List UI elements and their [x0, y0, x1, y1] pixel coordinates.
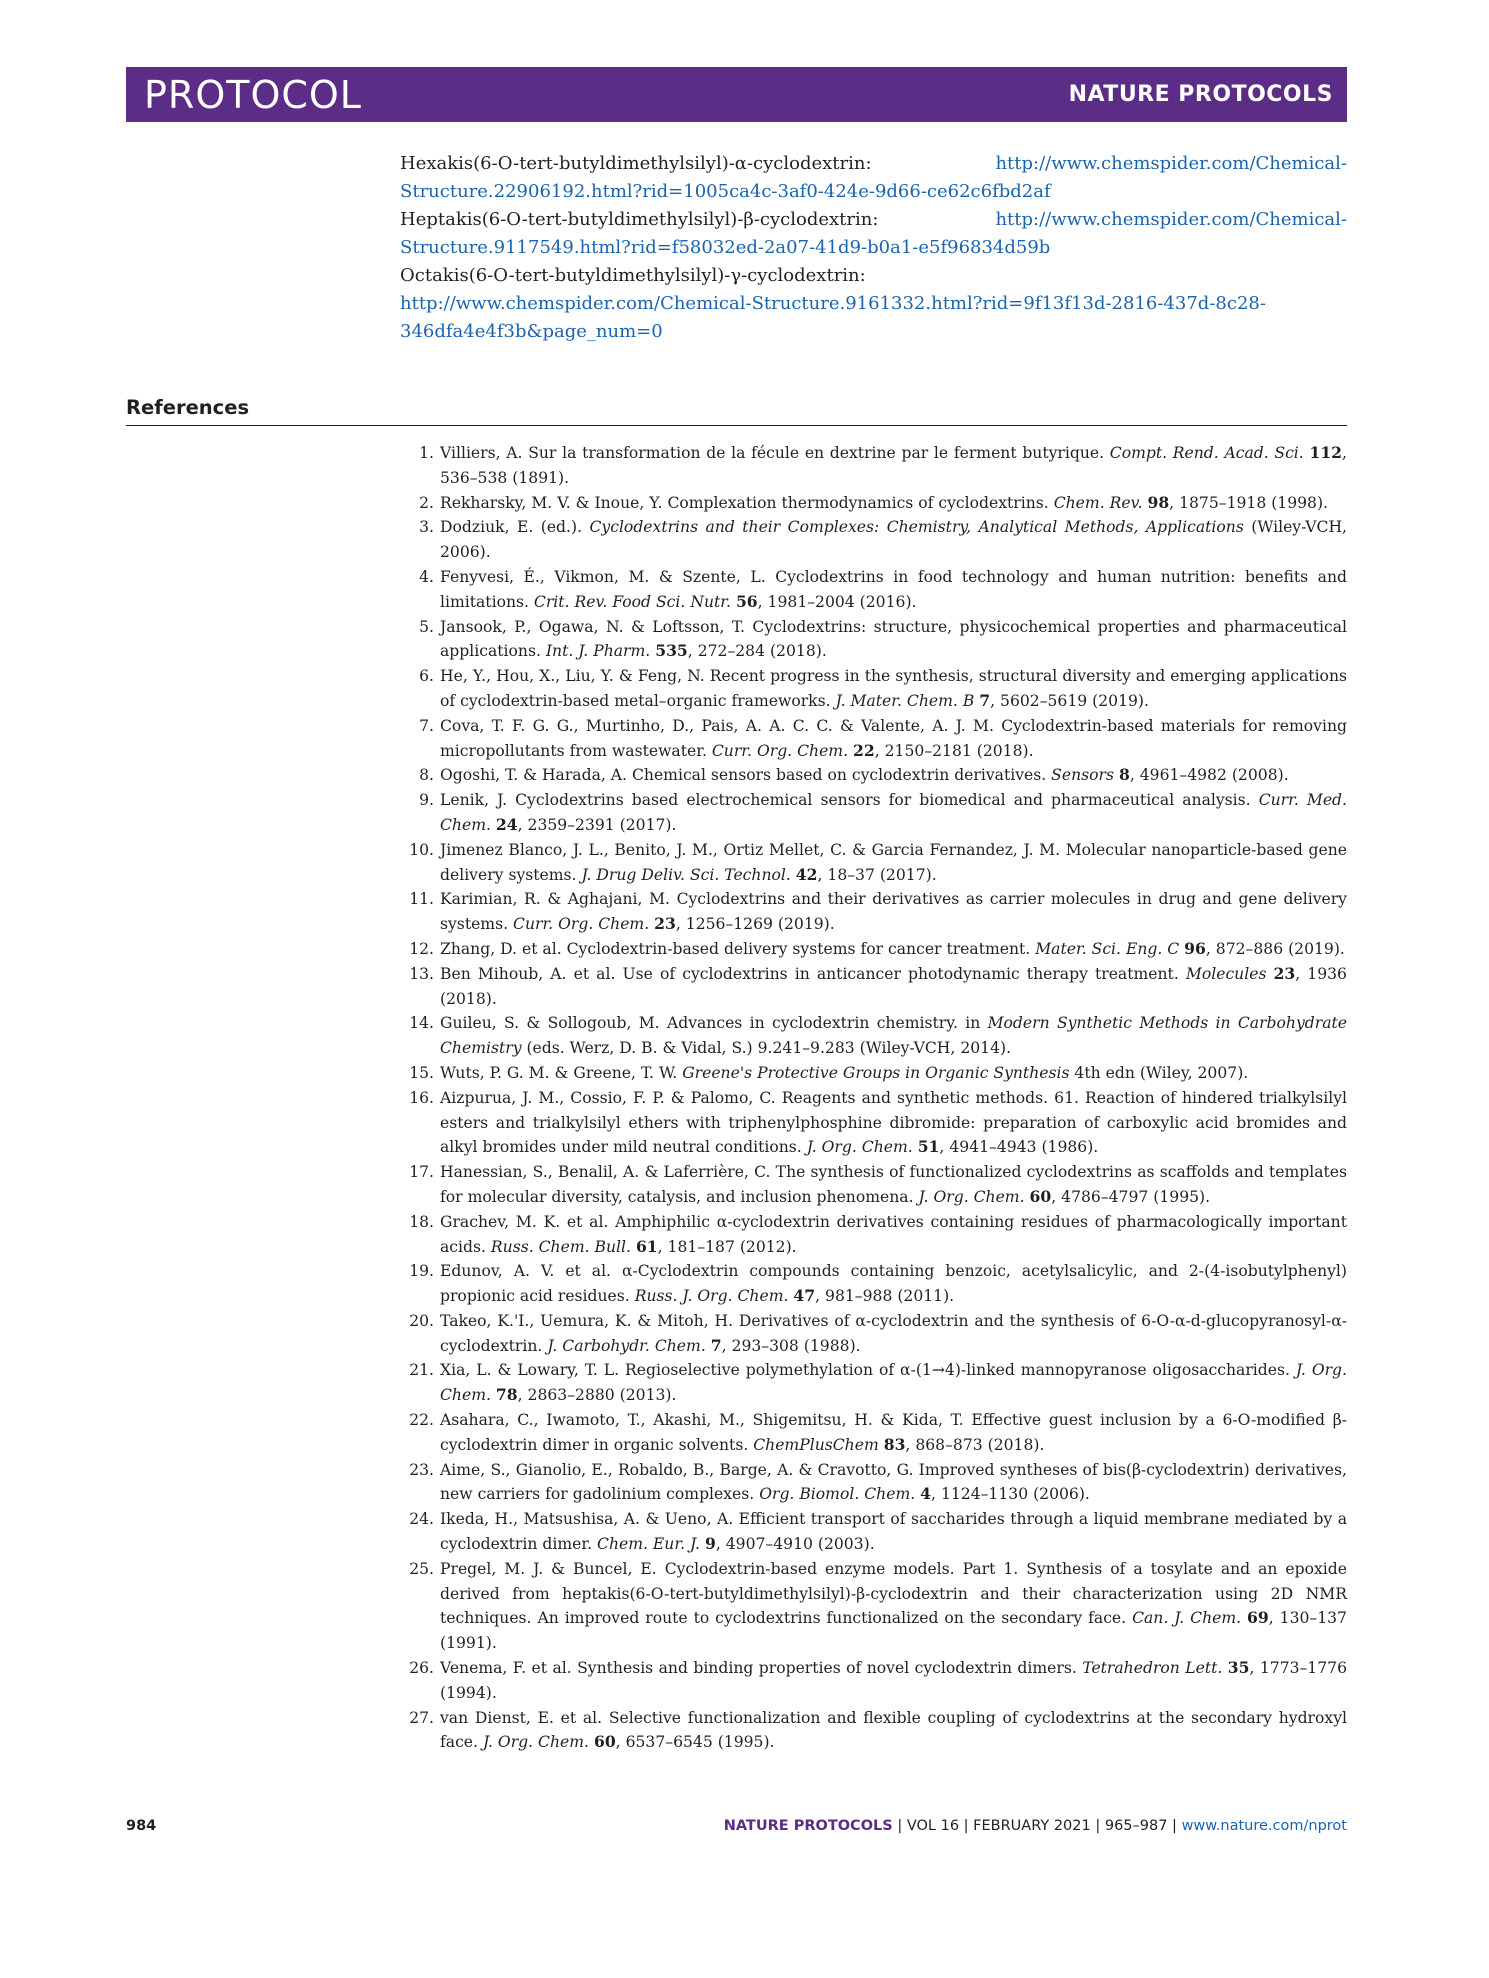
reference-body: Guileu, S. & Sollogoub, M. Advances in cyclodextrin chemistry. in: [440, 1014, 988, 1033]
reference-body: Villiers, A. Sur la transformation de la fécule en dextrine par le ferment butyrique.: [440, 444, 1110, 462]
reference-journal: Modern Synthetic Methods in Carbohydrate Chemistry: [440, 1014, 1347, 1058]
reference-journal: Org. Biomol. Chem.: [759, 1485, 916, 1504]
reference-text: [436, 1656, 1347, 1706]
reference-pages-year: , 4961–4982 (2008).: [1129, 766, 1289, 785]
reference-journal: Curr. Med. Chem.: [440, 791, 1347, 834]
reference-body: Hanessian, S., Benalil, A. & Laferrière, C. The synthesis of functionalized cyclodextrins as scaffolds and templates for molecular diversity, catalysis, and inclusion phenomena.: [440, 1163, 1347, 1206]
reference-volume: 112: [1309, 443, 1343, 462]
reference-pages-year: , 872–886 (2019).: [1205, 939, 1345, 958]
reference-body: Zhang, D. et al. Cyclodextrin-based delivery systems for cancer treatment.: [440, 939, 1036, 958]
reference-body: Edunov, A. V. et al. α-Cyclodextrin compounds containing benzoic, acetylsalicylic, and 2-(4-isobutylphenyl) propionic acid residues.: [440, 1262, 1347, 1306]
compound-name: Octakis(6-O-tert-butyldimethylsilyl)-γ-cyclodextrin:: [400, 265, 866, 286]
reference-number: 13.: [409, 964, 434, 983]
reference-pages-year: , 1773–1776 (1994).: [440, 1659, 1347, 1702]
reference-pages-year: 4th edn (Wiley, 2007).: [1069, 1063, 1249, 1082]
reference-number: 26.: [409, 1659, 434, 1678]
reference-pages-year: , 4786–4797 (1995).: [1051, 1187, 1211, 1206]
reference-text: [436, 615, 1347, 665]
reference-text: [436, 491, 1347, 516]
reference-text: [436, 515, 1347, 565]
footer-pages: 965–987: [1104, 1818, 1168, 1834]
reference-text: [436, 962, 1347, 1012]
reference-text: [436, 1507, 1347, 1557]
reference-body: Karimian, R. & Aghajani, M. Cyclodextrins and their derivatives as carrier molecules in drug and gene delivery systems.: [440, 890, 1347, 934]
reference-volume: 4: [920, 1484, 932, 1504]
reference-journal: J. Org. Chem.: [482, 1733, 589, 1752]
reference-volume: 60: [1029, 1186, 1052, 1206]
reference-journal: Int. J. Pharm.: [545, 642, 651, 661]
footer-separator: |: [959, 1818, 974, 1834]
reference-volume: 7: [979, 690, 991, 710]
reference-volume: 98: [1147, 492, 1170, 512]
reference-number: 1.: [419, 444, 434, 462]
reference-number: 24.: [409, 1510, 434, 1529]
footer-volume: VOL 16: [906, 1818, 960, 1834]
reference-journal: Compt. Rend. Acad. Sci.: [1109, 444, 1304, 462]
footer-separator: |: [892, 1818, 907, 1834]
footer-separator: |: [1090, 1818, 1105, 1834]
reference-volume: 69: [1247, 1608, 1269, 1628]
reference-pages-year: , 2150–2181 (2018).: [874, 741, 1034, 760]
reference-journal: Sensors: [1051, 766, 1114, 785]
reference-journal: Curr. Org. Chem.: [711, 741, 849, 760]
reference-volume: 47: [793, 1286, 816, 1306]
reference-journal: J. Carbohydr. Chem.: [547, 1336, 706, 1355]
reference-journal: Mater. Sci. Eng. C: [1035, 939, 1180, 958]
reference-journal: Crit. Rev. Food Sci. Nutr.: [533, 592, 731, 611]
reference-number: 12.: [409, 939, 434, 958]
reference-pages-year: , 2359–2391 (2017).: [517, 815, 677, 834]
reference-pages-year: , 1124–1130 (2006).: [931, 1485, 1090, 1504]
reference-body: Rekharsky, M. V. & Inoue, Y. Complexation thermodynamics of cyclodextrins.: [440, 493, 1054, 512]
reference-pages-year: , 130–137 (1991).: [440, 1609, 1347, 1653]
reference-number: 3.: [419, 518, 434, 537]
reference-item: [400, 714, 1347, 764]
reference-body: Grachev, M. K. et al. Amphiphilic α-cyclodextrin derivatives containing residues of pharmacologically important acids.: [440, 1212, 1347, 1256]
reference-body: Aime, S., Gianolio, E., Robaldo, B., Barge, A. & Cravotto, G. Improved syntheses of bis(β-cyclodextrin) derivatives, new carriers for gadolinium complexes.: [440, 1460, 1347, 1504]
reference-item: [400, 565, 1347, 615]
reference-number: 14.: [409, 1014, 434, 1033]
reference-number: 18.: [409, 1212, 434, 1231]
url-row: [400, 206, 1347, 234]
reference-text: [436, 1259, 1347, 1309]
reference-number: 23.: [409, 1460, 434, 1479]
reference-number: 15.: [409, 1063, 434, 1082]
chemspider-link-continued[interactable]: Structure.9117549.html?rid=f58032ed-2a07-41d9-b0a1-e5f96834d59b: [400, 237, 1051, 258]
reference-volume: 56: [735, 591, 758, 611]
reference-item: [400, 1309, 1347, 1359]
reference-pages-year: (eds. Werz, D. B. & Vidal, S.) 9.241–9.283 (Wiley-VCH, 2014).: [521, 1039, 1012, 1058]
reference-body: Dodziuk, E. (ed.).: [440, 518, 590, 537]
reference-text: [436, 937, 1347, 962]
reference-text: [436, 1086, 1347, 1160]
reference-pages-year: , 4907–4910 (2003).: [715, 1535, 875, 1554]
reference-number: 6.: [419, 667, 434, 686]
reference-body: Asahara, C., Iwamoto, T., Akashi, M., Shigemitsu, H. & Kida, T. Effective guest inclusion by a 6-O-modified β-cyclodextrin dimer in organic solvents.: [440, 1411, 1347, 1454]
reference-text: [436, 1011, 1347, 1061]
reference-body: Ikeda, H., Matsushisa, A. & Ueno, A. Efficient transport of saccharides through a liquid membrane mediated by a cyclodextrin dimer.: [440, 1510, 1347, 1554]
reference-journal: J. Org. Chem.: [440, 1361, 1347, 1405]
section-label: PROTOCOL: [144, 72, 362, 117]
reference-text: [436, 1210, 1347, 1260]
reference-body: Pregel, M. J. & Buncel, E. Cyclodextrin-based enzyme models. Part 1. Synthesis of a tosylate and an epoxide derived from heptakis(6-O-tert-butyldimethylsilyl)-β-cyclodextrin and their characterization using 2D NMR techniques. An improved route to cyclodextrins functionalized on the secondary face.: [440, 1559, 1347, 1628]
reference-volume: 22: [853, 740, 875, 760]
reference-pages-year: , 981–988 (2011).: [815, 1287, 955, 1306]
reference-pages-year: , 6537–6545 (1995).: [615, 1733, 775, 1752]
chemspider-link-continued[interactable]: 346dfa4e4f3b&page_num=0: [400, 321, 663, 342]
reference-item: [400, 515, 1347, 565]
reference-body: Jimenez Blanco, J. L., Benito, J. M., Ortiz Mellet, C. & Garcia Fernandez, J. M. Molecular nanoparticle-based gene delivery systems.: [440, 840, 1347, 884]
chemspider-link[interactable]: http://www.chemspider.com/Chemical-: [995, 209, 1347, 230]
reference-body: Lenik, J. Cyclodextrins based electrochemical sensors for biomedical and pharmaceutical analysis.: [440, 791, 1259, 810]
reference-number: 10.: [409, 840, 434, 859]
reference-text: [436, 1358, 1347, 1408]
reference-journal: Tetrahedron Lett.: [1082, 1659, 1223, 1678]
journal-label: NATURE PROTOCOLS: [1068, 82, 1333, 107]
reference-volume: 83: [883, 1434, 906, 1454]
reference-item: [400, 1061, 1347, 1086]
reference-number: 5.: [419, 617, 434, 636]
reference-body: Fenyvesi, É., Vikmon, M. & Szente, L. Cyclodextrins in food technology and human nutrition: benefits and limitations.: [440, 567, 1347, 611]
reference-volume: 78: [495, 1385, 518, 1405]
reference-item: [400, 1408, 1347, 1458]
reference-body: Aizpurua, J. M., Cossio, F. P. & Palomo, C. Reagents and synthetic methods. 61. Reaction of hindered trialkylsilyl esters and trialkylsilyl ethers with triphenylphosphine dibromide: preparation of carboxylic acid bromides and alkyl bromides under mild neutral conditions.: [440, 1088, 1347, 1157]
chemspider-link-continued[interactable]: Structure.22906192.html?rid=1005ca4c-3af0-424e-9d66-ce62c6fbd2af: [400, 181, 1051, 202]
reference-item: [400, 1706, 1347, 1756]
reference-volume: 24: [495, 814, 518, 834]
reference-number: 8.: [419, 766, 434, 785]
reference-item: [400, 838, 1347, 888]
reference-pages-year: , 2863–2880 (2013).: [517, 1386, 677, 1405]
reference-pages-year: , 18–37 (2017).: [817, 865, 937, 884]
footer-journal: NATURE PROTOCOLS: [723, 1818, 893, 1834]
reference-pages-year: , 1981–2004 (2016).: [757, 592, 917, 611]
reference-journal: J. Drug Deliv. Sci. Technol.: [581, 865, 791, 884]
reference-journal: Chem. Rev.: [1053, 493, 1143, 512]
page-number: 984: [126, 1818, 157, 1834]
reference-journal: J. Org. Chem.: [918, 1187, 1025, 1206]
url-row: [400, 150, 1347, 178]
compound-name: Hexakis(6-O-tert-butyldimethylsilyl)-α-cyclodextrin:: [400, 153, 872, 174]
reference-journal: Cyclodextrins and their Complexes: Chemistry, Analytical Methods, Applications: [589, 518, 1244, 537]
reference-item: [400, 1656, 1347, 1706]
reference-item: [400, 1259, 1347, 1309]
reference-text: [436, 1557, 1347, 1656]
reference-item: [400, 1086, 1347, 1160]
reference-journal: Greene's Protective Groups in Organic Synthesis: [682, 1063, 1070, 1082]
reference-item: [400, 1507, 1347, 1557]
reference-item: [400, 1458, 1347, 1508]
reference-text: [436, 1309, 1347, 1359]
reference-text: [436, 763, 1347, 788]
reference-pages-year: , 4941–4943 (1986).: [939, 1138, 1099, 1157]
compound-name: Heptakis(6-O-tert-butyldimethylsilyl)-β-cyclodextrin:: [400, 209, 879, 230]
reference-body: Ogoshi, T. & Harada, A. Chemical sensors based on cyclodextrin derivatives.: [440, 766, 1052, 785]
reference-item: [400, 1557, 1347, 1656]
reference-body: Ben Mihoub, A. et al. Use of cyclodextrins in anticancer photodynamic therapy treatment.: [440, 964, 1186, 983]
reference-text: [436, 1706, 1347, 1756]
reference-body: van Dienst, E. et al. Selective functionalization and flexible coupling of cyclodextrins at the secondary hydroxyl face.: [440, 1708, 1347, 1752]
reference-journal: Curr. Org. Chem.: [513, 915, 650, 934]
reference-number: 17.: [409, 1163, 434, 1182]
reference-pages-year: , 293–308 (1988).: [721, 1336, 861, 1355]
reference-text: [436, 1458, 1347, 1508]
compound-urls: [400, 150, 1347, 346]
reference-number: 27.: [409, 1708, 434, 1727]
reference-pages-year: (Wiley-VCH, 2006).: [440, 518, 1347, 562]
reference-number: 7.: [419, 716, 434, 735]
reference-number: 16.: [409, 1088, 434, 1107]
reference-item: [400, 664, 1347, 714]
reference-volume: 23: [654, 914, 676, 934]
reference-volume: 96: [1184, 938, 1206, 958]
reference-pages-year: , 1256–1269 (2019).: [675, 915, 835, 934]
reference-journal: Molecules: [1185, 964, 1267, 983]
reference-pages-year: , 1936 (2018).: [440, 964, 1347, 1008]
footer-date: FEBRUARY 2021: [973, 1818, 1091, 1834]
reference-text: [436, 441, 1347, 491]
reference-number: 25.: [409, 1559, 434, 1578]
reference-pages-year: , 868–873 (2018).: [905, 1435, 1045, 1454]
reference-item: [400, 491, 1347, 516]
reference-volume: 8: [1118, 765, 1130, 785]
reference-item: [400, 615, 1347, 665]
chemspider-link[interactable]: http://www.chemspider.com/Chemical-Structure.9161332.html?rid=9f13f13d-2816-437d-8c28-: [400, 293, 1266, 314]
reference-volume: 7: [710, 1335, 722, 1355]
reference-volume: 61: [635, 1236, 658, 1256]
reference-volume: 9: [704, 1534, 716, 1554]
reference-number: 22.: [409, 1411, 434, 1430]
reference-text: [436, 838, 1347, 888]
reference-item: [400, 962, 1347, 1012]
reference-item: [400, 441, 1347, 491]
reference-number: 11.: [409, 890, 434, 909]
chemspider-link[interactable]: http://www.chemspider.com/Chemical-: [995, 153, 1347, 174]
reference-number: 9.: [419, 791, 434, 810]
reference-pages-year: , 5602–5619 (2019).: [990, 691, 1149, 710]
reference-journal: ChemPlusChem: [753, 1435, 879, 1454]
reference-item: [400, 763, 1347, 788]
reference-item: [400, 937, 1347, 962]
reference-body: He, Y., Hou, X., Liu, Y. & Feng, N. Recent progress in the synthesis, structural diversity and emerging applications of cyclodextrin-based metal–organic frameworks.: [440, 667, 1347, 710]
reference-volume: 23: [1273, 963, 1296, 983]
reference-volume: 42: [795, 864, 818, 884]
reference-item: [400, 887, 1347, 937]
reference-body: Wuts, P. G. M. & Greene, T. W.: [440, 1063, 683, 1082]
reference-journal: Can. J. Chem.: [1132, 1609, 1242, 1628]
reference-journal: Russ. J. Org. Chem.: [634, 1287, 789, 1306]
footer-citation: [724, 1818, 1347, 1834]
references-heading: References: [126, 396, 1347, 426]
reference-body: Jansook, P., Ogawa, N. & Loftsson, T. Cyclodextrins: structure, physicochemical properties and pharmaceutical applications.: [440, 617, 1347, 661]
header-bar: [126, 67, 1347, 122]
reference-journal: Russ. Chem. Bull.: [490, 1237, 631, 1256]
reference-journal: J. Org. Chem.: [806, 1138, 913, 1157]
reference-item: [400, 1358, 1347, 1408]
reference-list: [400, 441, 1347, 1755]
reference-pages-year: , 536–538 (1891).: [440, 444, 1347, 487]
reference-item: [400, 788, 1347, 838]
reference-volume: 60: [593, 1732, 616, 1752]
reference-number: 20.: [409, 1311, 434, 1330]
reference-number: 19.: [409, 1262, 434, 1281]
reference-number: 2.: [419, 493, 434, 512]
reference-text: [436, 788, 1347, 838]
reference-text: [436, 1160, 1347, 1210]
reference-volume: 535: [655, 641, 688, 661]
reference-text: [436, 714, 1347, 764]
reference-volume: 51: [917, 1137, 940, 1157]
reference-pages-year: , 1875–1918 (1998).: [1169, 493, 1329, 512]
reference-journal: Chem. Eur. J.: [597, 1535, 700, 1554]
reference-body: Takeo, K.'I., Uemura, K. & Mitoh, H. Derivatives of α-cyclodextrin and the synthesis of 6-O-α-d-glucopyranosyl-α-cyclodextrin.: [440, 1311, 1347, 1355]
reference-body: Cova, T. F. G. G., Murtinho, D., Pais, A. A. C. C. & Valente, A. J. M. Cyclodextrin-based materials for removing micropollutants from wastewater.: [440, 716, 1347, 760]
reference-text: [436, 565, 1347, 615]
reference-number: 21.: [409, 1361, 434, 1380]
reference-journal: J. Mater. Chem. B: [835, 691, 975, 710]
reference-body: Venema, F. et al. Synthesis and binding properties of novel cyclodextrin dimers.: [440, 1659, 1083, 1678]
reference-volume: 35: [1227, 1658, 1250, 1678]
footer-url[interactable]: www.nature.com/nprot: [1181, 1818, 1347, 1834]
reference-text: [436, 887, 1347, 937]
reference-pages-year: , 181–187 (2012).: [657, 1237, 797, 1256]
reference-item: [400, 1210, 1347, 1260]
reference-pages-year: , 272–284 (2018).: [687, 642, 827, 661]
reference-number: 4.: [419, 567, 434, 586]
reference-item: [400, 1011, 1347, 1061]
reference-text: [436, 664, 1347, 714]
reference-item: [400, 1160, 1347, 1210]
reference-text: [436, 1408, 1347, 1458]
reference-text: [436, 1061, 1347, 1086]
footer-separator: |: [1167, 1818, 1182, 1834]
reference-body: Xia, L. & Lowary, T. L. Regioselective polymethylation of α-(1→4)-linked mannopyranose oligosaccharides.: [440, 1361, 1296, 1380]
